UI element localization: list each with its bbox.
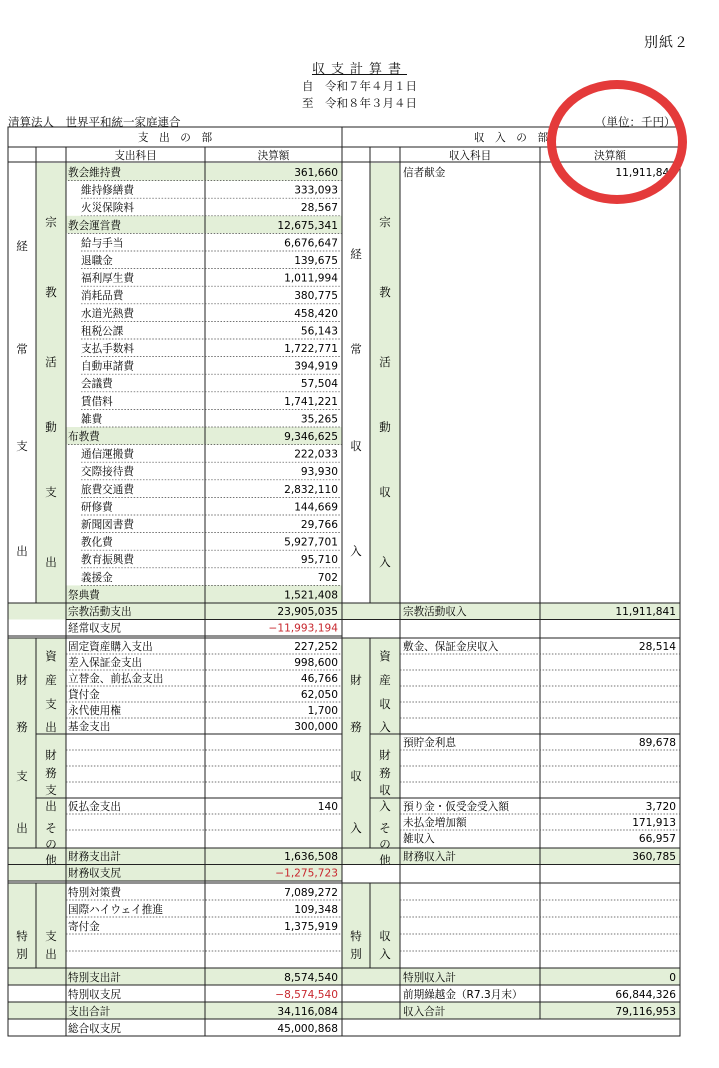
special-vertical-label: 別 xyxy=(350,947,362,961)
expense-item-value: 222,033 xyxy=(294,448,338,461)
finance-label-highlight xyxy=(342,638,400,848)
fin-in-vertical-label: 入 xyxy=(379,799,391,813)
expense-item-name: 火災保険料 xyxy=(81,202,134,215)
asset-expense-name: 差入保証金支出 xyxy=(68,657,143,669)
other-in-vertical-label: 他 xyxy=(379,853,391,867)
expense-item-name: 旅費交通費 xyxy=(81,483,134,496)
special-expense-name: 特別対策費 xyxy=(68,887,121,899)
ordinary-balance-value: −11,993,194 xyxy=(268,622,338,635)
expense-item-value: 361,660 xyxy=(294,167,338,179)
ordinary-vertical-label: 支 xyxy=(16,439,28,453)
expense-item-value: 9,346,625 xyxy=(284,431,338,443)
unit-label: （単位：千円） xyxy=(595,115,676,129)
other-income-name: 預り金・仮受金受入額 xyxy=(403,801,509,813)
finance-balance-value: −1,275,723 xyxy=(275,867,338,880)
religious-in-vertical-label: 収 xyxy=(379,485,391,499)
fin-out-vertical-label: 出 xyxy=(45,799,57,813)
expense-item-name: 交際接待費 xyxy=(81,466,134,479)
document-title: 収支計算書 xyxy=(311,62,407,77)
religious-in-vertical-label: 活 xyxy=(379,355,391,369)
finance-in-vertical-label: 務 xyxy=(350,720,362,734)
finance-label-highlight xyxy=(8,638,66,848)
expense-item-name: 賃借料 xyxy=(81,395,113,408)
expense-item-value: 28,567 xyxy=(300,202,338,215)
other-in-vertical-label: の xyxy=(379,837,391,851)
ordinary-income-vertical-label: 入 xyxy=(350,544,362,558)
asset-out-vertical-label: 資 xyxy=(45,649,57,663)
special-income-total-label: 特別収入計 xyxy=(403,972,456,984)
ordinary-vertical-label: 常 xyxy=(16,342,28,356)
asset-expense-name: 永代使用権 xyxy=(68,705,121,717)
expense-section-header: 支 出 の 部 xyxy=(137,132,213,144)
religious-vertical-label: 活 xyxy=(45,355,57,369)
other-out-vertical-label: そ xyxy=(45,821,57,835)
special-expense-value: 7,089,272 xyxy=(284,887,338,899)
religious-in-vertical-label: 入 xyxy=(379,555,391,569)
religious-in-vertical-label: 宗 xyxy=(379,215,391,229)
special-balance-value: −8,574,540 xyxy=(275,989,338,1001)
expense-item-name: 自動車諸費 xyxy=(81,360,134,373)
special-out-vertical-label: 出 xyxy=(45,947,57,961)
asset-in-vertical-label: 収 xyxy=(379,697,391,711)
income-item-name: 信者献金 xyxy=(403,167,446,179)
special-in-vertical-label: 収 xyxy=(379,929,391,943)
corporation-name: 清算法人 世界平和統一家庭連合 xyxy=(8,115,181,129)
red-annotation-circle xyxy=(547,80,687,204)
asset-expense-value: 62,050 xyxy=(300,689,338,701)
asset-income-name: 敷金、保証金戻収入 xyxy=(403,641,499,653)
expense-item-value: 1,011,994 xyxy=(284,272,338,285)
finance-vertical-label: 支 xyxy=(16,769,28,783)
ordinary-income-vertical-label: 常 xyxy=(350,342,362,356)
other-income-name: 雑収入 xyxy=(403,833,435,845)
finance-income-name: 預貯金利息 xyxy=(403,737,456,749)
asset-out-vertical-label: 出 xyxy=(45,720,57,734)
fin-in-vertical-label: 収 xyxy=(379,783,391,797)
asset-expense-value: 1,700 xyxy=(307,705,338,717)
other-out-vertical-label: の xyxy=(45,837,57,851)
fin-in-vertical-label: 務 xyxy=(379,766,391,780)
religious-total-value: 23,905,035 xyxy=(277,606,338,618)
religious-in-vertical-label: 動 xyxy=(379,420,391,434)
ordinary-vertical-label: 経 xyxy=(16,239,28,253)
expense-item-value: 93,930 xyxy=(300,466,338,479)
expense-item-value: 57,504 xyxy=(300,378,338,391)
special-balance-label: 特別収支尻 xyxy=(68,989,121,1001)
ordinary-income-vertical-label: 収 xyxy=(350,439,362,453)
ordinary-income-vertical-label: 経 xyxy=(350,247,362,261)
religious-total-label: 宗教活動支出 xyxy=(68,606,132,618)
expense-item-name: 租税公課 xyxy=(81,325,124,338)
expense-item-name: 支払手数料 xyxy=(81,343,134,355)
other-in-vertical-label: そ xyxy=(379,821,391,835)
other-income-value: 3,720 xyxy=(645,801,676,813)
expense-item-name: 研修費 xyxy=(81,501,113,514)
expense-item-name: 新聞図書費 xyxy=(81,519,134,531)
expense-item-value: 6,676,647 xyxy=(284,237,338,250)
finance-total-label: 財務支出計 xyxy=(68,851,121,863)
finance-in-vertical-label: 入 xyxy=(350,821,362,835)
expense-item-value: 1,722,771 xyxy=(284,343,338,355)
income-total-value: 79,116,953 xyxy=(615,1006,676,1018)
income-item-header: 収入科目 xyxy=(448,150,492,162)
religious-vertical-label: 出 xyxy=(45,555,57,569)
special-expense-name: 寄付金 xyxy=(68,921,100,933)
expense-item-value: 12,675,341 xyxy=(277,219,338,232)
expense-item-value: 95,710 xyxy=(300,554,338,567)
religious-column-highlight xyxy=(370,163,400,603)
expense-item-value: 144,669 xyxy=(294,501,338,514)
asset-expense-name: 貸付金 xyxy=(68,689,100,701)
period-to: 至 令和８年３月４日 xyxy=(302,96,417,110)
carryover-label: 前期繰越金（R7.3月末） xyxy=(403,989,523,1001)
special-income-total-value: 0 xyxy=(669,972,676,984)
expense-item-name: 教会維持費 xyxy=(68,167,121,179)
other-expense-value: 140 xyxy=(317,801,338,813)
special-total-label: 特別支出計 xyxy=(68,972,121,984)
religious-vertical-label: 教 xyxy=(45,285,57,299)
other-expense-name: 仮払金支出 xyxy=(68,801,121,813)
asset-expense-value: 998,600 xyxy=(294,657,338,669)
asset-in-vertical-label: 資 xyxy=(379,649,391,663)
grand-balance-label: 総合収支尻 xyxy=(68,1023,121,1035)
asset-income-value: 28,514 xyxy=(638,641,676,653)
finance-in-vertical-label: 収 xyxy=(350,769,362,783)
special-vertical-label: 特 xyxy=(16,929,28,943)
ordinary-balance-label: 経常収支尻 xyxy=(68,622,121,635)
carryover-value: 66,844,326 xyxy=(615,989,676,1001)
asset-out-vertical-label: 支 xyxy=(45,697,57,711)
expense-item-value: 139,675 xyxy=(294,255,338,267)
expense-total-label: 支出合計 xyxy=(68,1006,111,1018)
finance-income-total-label: 財務収入計 xyxy=(403,851,456,863)
expense-item-value: 702 xyxy=(317,571,338,584)
expense-item-value: 1,741,221 xyxy=(284,395,338,408)
expense-item-name: 通信運搬費 xyxy=(81,448,134,461)
amount-header: 決算額 xyxy=(594,150,626,162)
special-total-value: 8,574,540 xyxy=(284,972,338,984)
finance-balance-label: 財務収支尻 xyxy=(68,867,121,880)
expense-item-name: 雑費 xyxy=(81,413,103,426)
expense-item-name: 消耗品費 xyxy=(81,290,124,303)
special-expense-value: 109,348 xyxy=(294,904,338,916)
special-in-vertical-label: 入 xyxy=(379,947,391,961)
expense-item-value: 29,766 xyxy=(300,519,338,531)
religious-column-highlight xyxy=(36,163,66,603)
expense-item-name: 義援金 xyxy=(81,571,113,584)
fin-out-vertical-label: 財 xyxy=(45,748,57,762)
other-income-value: 171,913 xyxy=(632,817,676,829)
finance-vertical-label: 財 xyxy=(16,673,28,687)
special-vertical-label: 特 xyxy=(350,929,362,943)
other-out-vertical-label: 他 xyxy=(45,853,57,867)
special-out-vertical-label: 支 xyxy=(45,929,57,943)
expense-item-value: 333,093 xyxy=(294,184,338,197)
expense-item-name: 維持修繕費 xyxy=(81,184,134,197)
income-total-label: 収入合計 xyxy=(403,1006,446,1018)
religious-in-vertical-label: 教 xyxy=(379,285,391,299)
asset-expense-value: 300,000 xyxy=(294,721,338,733)
special-vertical-label: 別 xyxy=(16,947,28,961)
grand-balance-value: 45,000,868 xyxy=(277,1023,338,1035)
expense-item-name: 給与手当 xyxy=(81,237,124,250)
religious-income-total-label: 宗教活動収入 xyxy=(403,606,467,618)
other-income-name: 未払金増加額 xyxy=(403,817,467,829)
fin-out-vertical-label: 務 xyxy=(45,766,57,780)
finance-in-vertical-label: 財 xyxy=(350,673,362,687)
income-item-value: 11,911,841 xyxy=(615,167,676,179)
expense-item-value: 56,143 xyxy=(300,325,338,338)
fin-in-vertical-label: 財 xyxy=(379,748,391,762)
expense-item-value: 380,775 xyxy=(294,290,338,303)
asset-expense-name: 固定資産購入支出 xyxy=(68,641,153,653)
attachment-label: 別紙２ xyxy=(644,35,689,51)
special-expense-name: 国際ハイウェイ推進 xyxy=(68,904,163,916)
ordinary-vertical-label: 出 xyxy=(16,544,28,558)
expense-item-name: 退職金 xyxy=(81,255,113,267)
other-income-value: 66,957 xyxy=(638,833,676,845)
asset-expense-name: 立替金、前払金支出 xyxy=(68,673,164,685)
expense-item-value: 5,927,701 xyxy=(284,536,338,549)
finance-vertical-label: 務 xyxy=(16,720,28,734)
fin-out-vertical-label: 支 xyxy=(45,783,57,797)
expense-item-value: 2,832,110 xyxy=(284,483,338,496)
expense-item-name: 教育振興費 xyxy=(81,554,134,567)
expense-item-name: 布教費 xyxy=(68,431,100,443)
amount-header: 決算額 xyxy=(257,150,290,162)
finance-income-total-value: 360,785 xyxy=(632,851,676,863)
expense-total-value: 34,116,084 xyxy=(277,1006,338,1018)
expense-item-value: 1,521,408 xyxy=(284,589,338,602)
expense-item-name: 教化費 xyxy=(81,536,113,549)
asset-in-vertical-label: 産 xyxy=(379,673,391,687)
expense-item-name: 福利厚生費 xyxy=(81,272,134,285)
income-section-header: 収 入 の 部 xyxy=(473,132,549,144)
asset-expense-name: 基金支出 xyxy=(68,721,111,733)
expense-item-name: 会議費 xyxy=(81,378,113,391)
religious-vertical-label: 動 xyxy=(45,420,57,434)
period-from: 自 令和７年４月１日 xyxy=(302,79,417,93)
finance-total-value: 1,636,508 xyxy=(284,851,338,863)
religious-vertical-label: 支 xyxy=(45,485,57,499)
finance-vertical-label: 出 xyxy=(16,821,28,835)
asset-in-vertical-label: 入 xyxy=(379,720,391,734)
expense-item-value: 394,919 xyxy=(294,360,338,373)
religious-vertical-label: 宗 xyxy=(45,215,57,229)
expense-item-name: 祭典費 xyxy=(68,589,100,602)
expense-item-header: 支出科目 xyxy=(114,150,157,162)
asset-expense-value: 46,766 xyxy=(300,673,338,685)
religious-income-total-value: 11,911,841 xyxy=(615,606,676,618)
finance-income-value: 89,678 xyxy=(638,737,676,749)
asset-out-vertical-label: 産 xyxy=(45,673,57,687)
expense-item-name: 教会運営費 xyxy=(68,219,121,232)
asset-expense-value: 227,252 xyxy=(294,641,338,653)
expense-item-value: 458,420 xyxy=(294,307,338,320)
expense-item-value: 35,265 xyxy=(300,413,338,426)
special-expense-value: 1,375,919 xyxy=(284,921,338,933)
expense-item-name: 水道光熱費 xyxy=(81,307,134,320)
